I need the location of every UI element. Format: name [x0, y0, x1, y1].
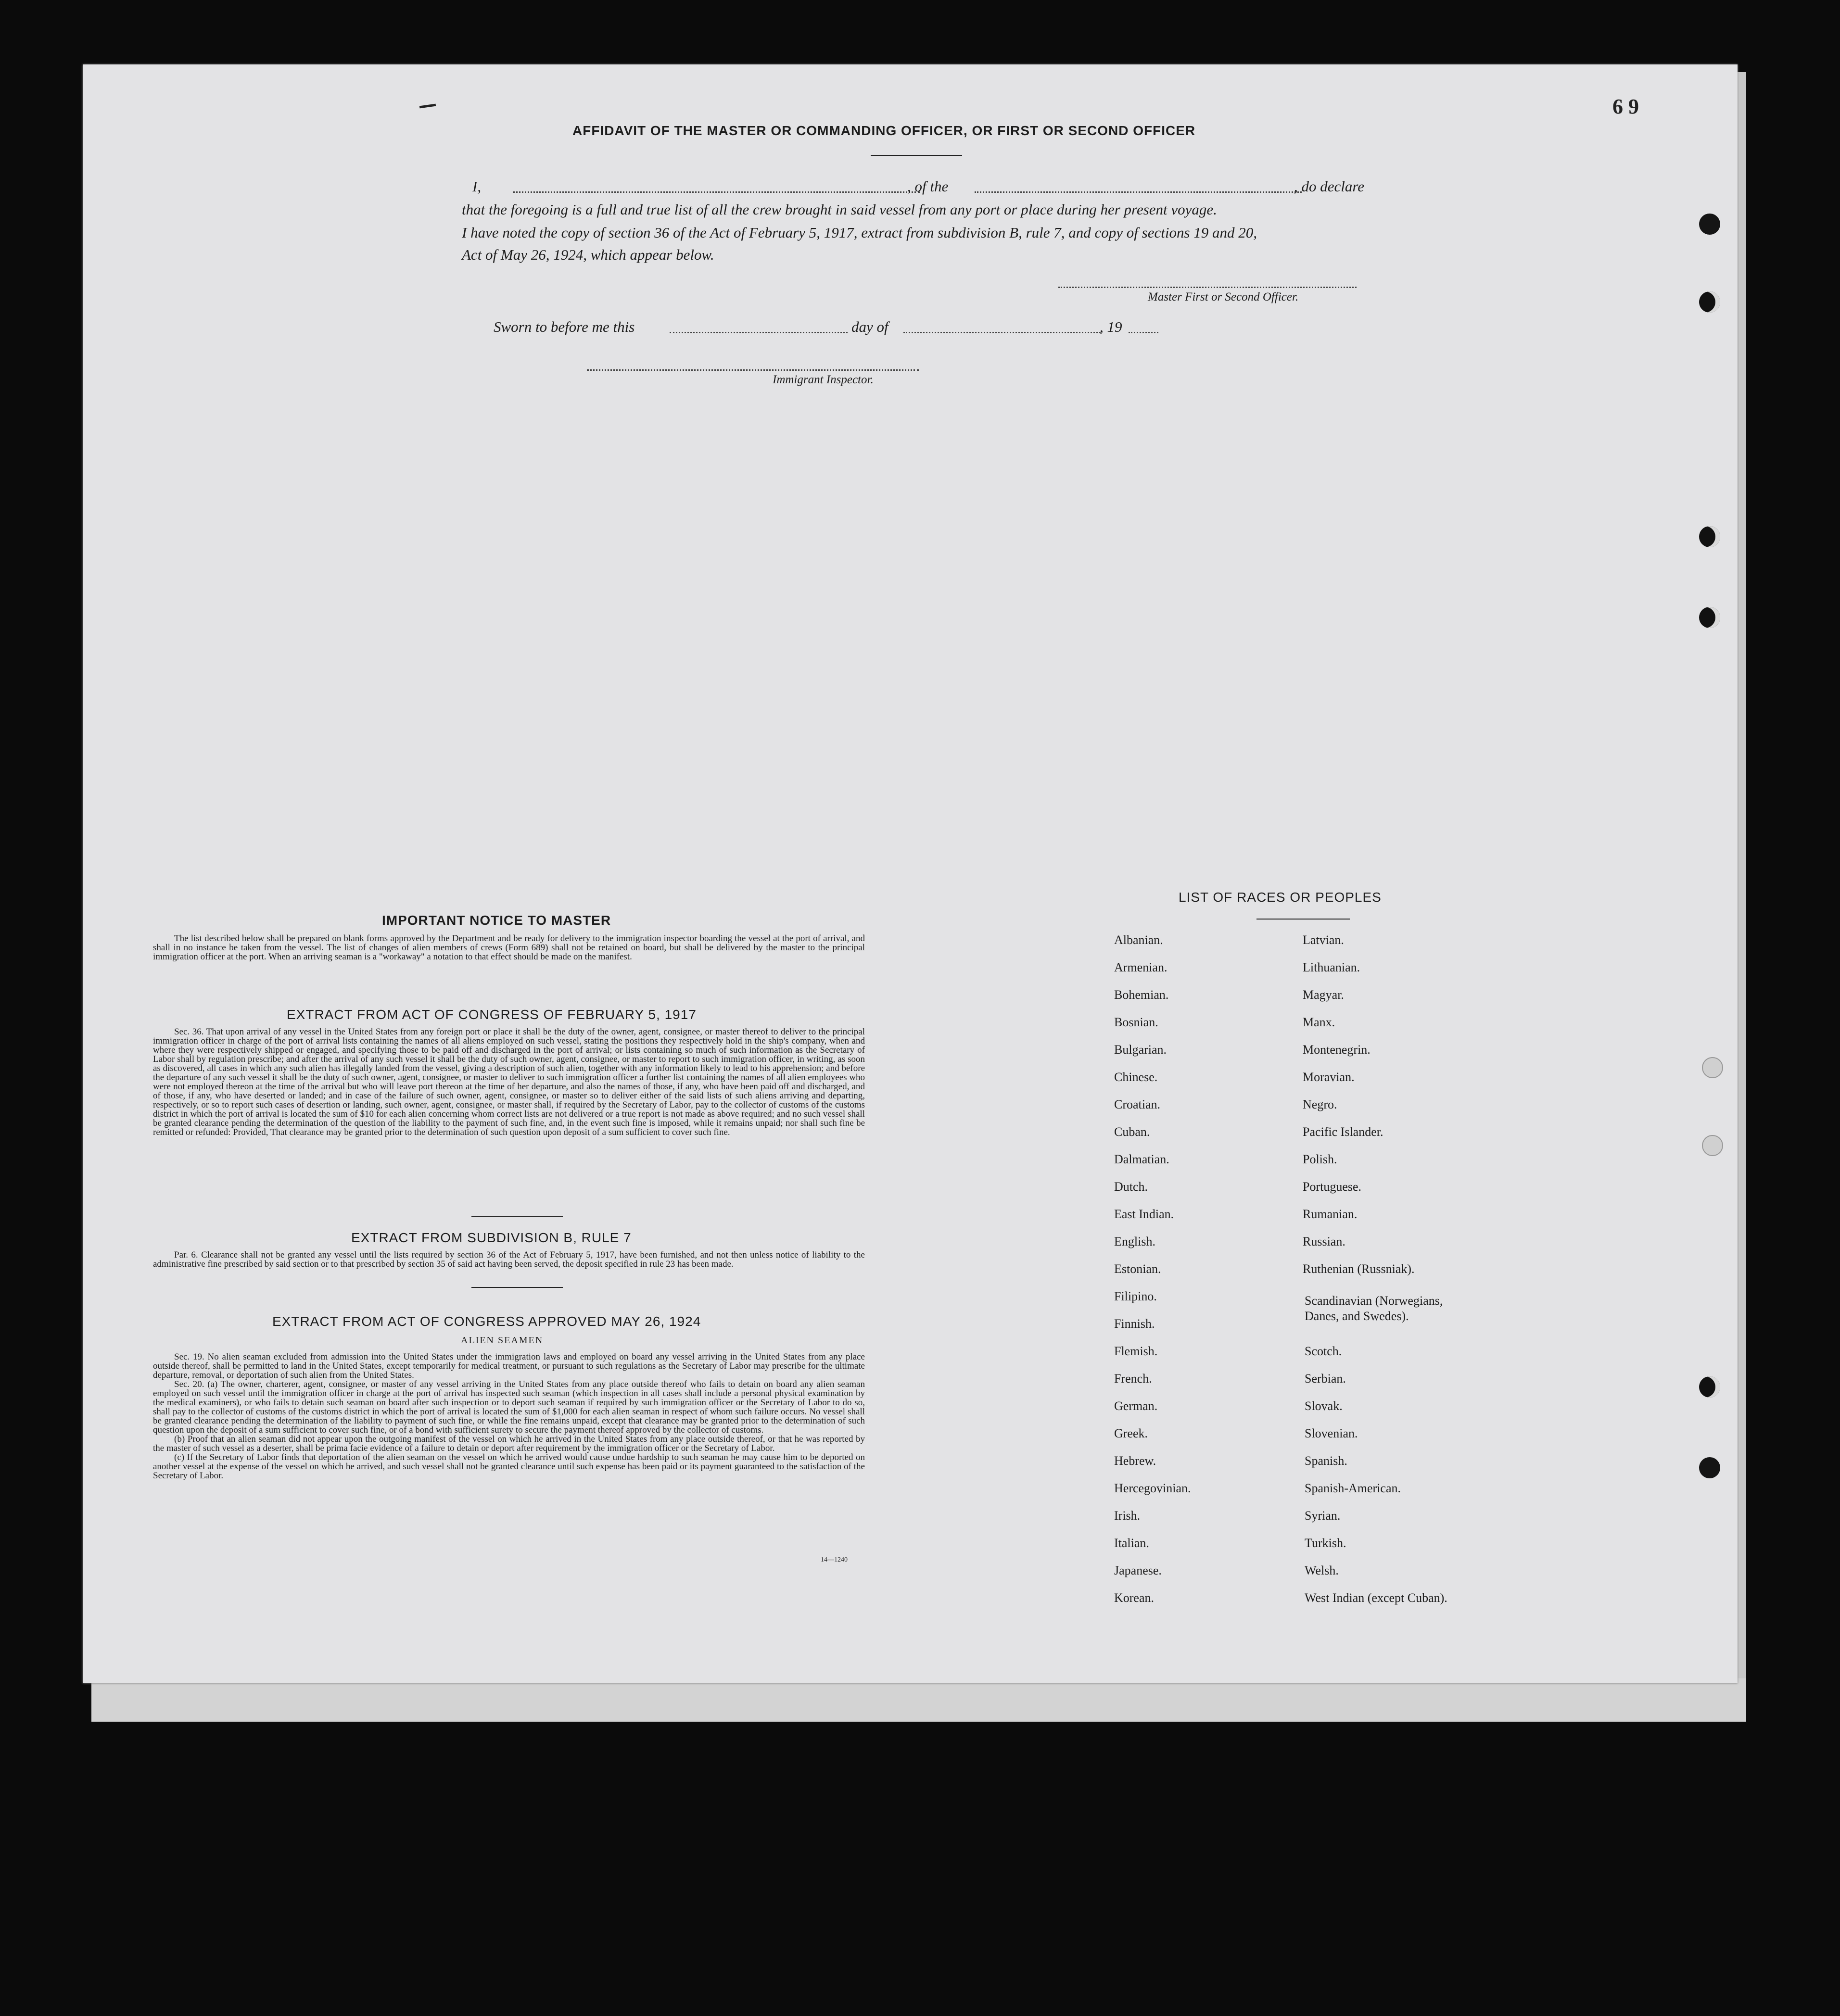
race-item: Russian. — [1303, 1235, 1345, 1248]
declaration-line-3: I have noted the copy of section 36 of the Act of February 5, 1917, extract from subdivision B, rule 7, and copy of sections 19 and 20, — [462, 224, 1257, 241]
sworn-month-line — [903, 332, 1101, 333]
alien-seamen-subtitle: ALIEN SEAMEN — [461, 1335, 544, 1346]
race-item: Croatian. — [1114, 1097, 1161, 1111]
subdivision-text: Par. 6. Clearance shall not be granted any vessel until the lists required by section 36 of the Act of February 5, 1917, have been furnished, and not then unless notice of liability to the administrative fine prescribed by said section or to that prescribed by section 35 of said act having been served, the deposit specified in rule 23 has been made. — [153, 1250, 865, 1269]
race-item: Manx. — [1303, 1015, 1335, 1029]
race-item: Negro. — [1303, 1097, 1337, 1111]
race-item: Serbian. — [1305, 1372, 1346, 1386]
section-19-text: Sec. 19. No alien seaman excluded from admission into the United States under the immigration laws and employed on board any vessel arriving in the United States from any place outside thereof, shall be permitted to land in the United States, except temporarily for medical treatment, or pursuant to such regulations as the Secretary of Labor may prescribe for the ultimate departure, removal, or deportation of such alien from the United States. — [153, 1352, 865, 1380]
race-item: Danes, and Swedes). — [1305, 1309, 1409, 1323]
punch-hole — [1699, 214, 1720, 235]
race-item: Filipino. — [1114, 1289, 1157, 1303]
notice-title: IMPORTANT NOTICE TO MASTER — [382, 913, 611, 928]
race-item: Turkish. — [1305, 1536, 1346, 1550]
section-20a-text: Sec. 20. (a) The owner, charterer, agent, consignee, or master of any vessel arriving in the United States from any place outside thereof who fails to detain on board any alien seaman employed on such vessel until the immigration officer in charge at the port of arrival has inspected such seaman (which inspection in all cases shall include a personal physical examination by the medical examiners), or who fails to detain such seaman on board after such inspection or to deport such seaman if required by such immigration officer or the Secretary of Labor to do so, shall pay to the collector of customs of the customs district in which the port of arrival is located the sum of $1,000 for each alien seaman in respect of whom such failure occurs. No vessel shall be granted clearance pending the determination of the liability to payment of such fine, or while the fine remains unpaid, except that clearance may be granted prior to the determination of such question upon the deposit of a sum sufficient to cover such fine, or of a bond with sufficient surety to secure the payment thereof approved by the collector of customs. — [153, 1379, 865, 1435]
page-edge-strip — [1738, 72, 1746, 1678]
sworn-day-of: day of — [851, 318, 888, 335]
race-item: Slovenian. — [1305, 1426, 1358, 1440]
subdivision-title: EXTRACT FROM SUBDIVISION B, RULE 7 — [351, 1230, 632, 1245]
punch-hole — [1699, 1457, 1720, 1478]
race-item: Armenian. — [1114, 960, 1167, 974]
race-item: Cuban. — [1114, 1125, 1150, 1139]
race-item: Greek. — [1114, 1426, 1148, 1440]
race-item: Syrian. — [1305, 1509, 1341, 1523]
inspector-caption: Immigrant Inspector. — [773, 373, 874, 386]
races-title-rule — [1256, 919, 1350, 920]
punch-hole — [1699, 526, 1720, 547]
extract-1924-title: EXTRACT FROM ACT OF CONGRESS APPROVED MAY 26, 1924 — [272, 1314, 701, 1329]
section-20b-text: (b) Proof that an alien seaman did not appear upon the outgoing manifest of the vessel on which he arrived in the United States from any place outside thereof, or that he was reported by the master of such vessel as a deserter, shall be prima facie evidence of a failure to detain or deport after requirement by the immigration officer or the Secretary of Labor. — [153, 1434, 865, 1453]
form-number: 14—1240 — [821, 1556, 848, 1563]
race-item: Moravian. — [1303, 1070, 1355, 1084]
race-item: French. — [1114, 1372, 1152, 1386]
race-item: Bulgarian. — [1114, 1043, 1167, 1057]
races-title: LIST OF RACES OR PEOPLES — [1179, 890, 1382, 905]
master-signature-line — [1058, 287, 1357, 288]
punch-hole — [1702, 1057, 1723, 1078]
sworn-prefix: Sworn to before me this — [494, 318, 635, 335]
race-item: Hebrew. — [1114, 1454, 1156, 1468]
race-item: Estonian. — [1114, 1262, 1161, 1276]
race-item: Dalmatian. — [1114, 1152, 1169, 1166]
declaration-line-2: that the foregoing is a full and true list of all the crew brought in said vessel from any port or place during her present voyage. — [462, 201, 1217, 218]
master-caption: Master First or Second Officer. — [1148, 290, 1299, 303]
sworn-day-line — [670, 332, 848, 333]
race-item: Korean. — [1114, 1591, 1155, 1605]
extract-1924-text — [153, 1352, 865, 1480]
name-field-line — [513, 191, 920, 193]
race-item: Flemish. — [1114, 1344, 1158, 1358]
page-number-mark: 6 9 — [1612, 95, 1639, 118]
notice-text: The list described below shall be prepared on blank forms approved by the Department and be ready for delivery to the immigration inspector boarding the vessel at the port of arrival, and shall in no instance be taken from the vessel. The list of changes of alien members of crews (Form 689) shall not be retained on board, but shall be delivered by the master to the principal immigration officer at the port. When an arriving seaman is a "workaway" a notation to that effect should be made on the manifest. — [153, 933, 865, 962]
extract-1917-text: Sec. 36. That upon arrival of any vessel in the United States from any foreign port or place it shall be the duty of the owner, agent, consignee, or master thereof to deliver to the principal immigration officer in charge of the port of arrival lists containing the names of all aliens employed on such vessel, stating the positions they respectively hold in the ship's company, when and where they were respectively shipped or engaged, and specifying those to be paid off and discharged in the port of arrival; or lists containing so much of such information as the Secretary of Labor shall by regulation prescribe; and after the arrival of any such vessel it shall be the duty of such owner, agent, consignee, or master to report to such immigration officer, in writing, as soon as discovered, all cases in which any such alien has illegally landed from the vessel, giving a description of such alien, together with any information likely to lead to his apprehension; and before the departure of any such vessel it shall be the duty of such owner, agent, consignee, or master to deliver to such immigration officer a further list containing the names of all alien employees who were not employed thereon at the time of the arrival but who will leave port thereon at the time of her departure, and also the names of those, if any, who have been paid off and discharged, and of those, if any, who have deserted or landed; and in case of the failure of such owner, agent, consignee, or master so to deliver either of the said lists of such aliens arriving and departing, respectively, or so to report such cases of desertion or landing, such owner, agent, consignee, or master shall, if required by the Secretary of Labor, pay to the collector of customs of the customs district in which the port of arrival is located the sum of $10 for each alien concerning whom correct lists are not delivered or a true report is not made as above required; and no such vessel shall be granted clearance pending the determination of the question of the liability to the payment of such fine, and, in the event such fine is imposed, while it remains unpaid; nor shall such fine be remitted or refunded: Provided, That clearance may be granted prior to the determination of such question upon deposit of a sum sufficient to cover such fine. — [153, 1027, 865, 1137]
declaration-of-the: , of the — [907, 178, 949, 195]
race-item: Montenegrin. — [1303, 1043, 1370, 1057]
affidavit-title: AFFIDAVIT OF THE MASTER OR COMMANDING OFFICER, OR FIRST OR SECOND OFFICER — [572, 123, 1196, 138]
race-item: Hercegovinian. — [1114, 1481, 1191, 1495]
punch-hole — [1699, 607, 1720, 628]
race-item: English. — [1114, 1235, 1155, 1248]
affidavit-title-rule — [871, 155, 962, 156]
race-item: Irish. — [1114, 1509, 1141, 1523]
race-item: Spanish-American. — [1305, 1481, 1401, 1495]
race-item: Albanian. — [1114, 933, 1163, 947]
race-item: Chinese. — [1114, 1070, 1158, 1084]
race-item: Pacific Islander. — [1303, 1125, 1383, 1139]
section-divider — [471, 1216, 563, 1217]
section-divider — [471, 1287, 563, 1288]
section-20c-text: (c) If the Secretary of Labor finds that deportation of the alien seaman on the vessel on which he arrived would cause undue hardship to such seaman he may cause him to be deported on another vessel at the expense of the vessel on which he arrived, and such vessel shall not be granted clearance until such expense has been paid or its payment guaranteed to the satisfaction of the Secretary of Labor. — [153, 1452, 865, 1481]
race-item: Latvian. — [1303, 933, 1344, 947]
race-item: Scandinavian (Norwegians, — [1305, 1294, 1443, 1308]
punch-hole — [1699, 1376, 1720, 1398]
declaration-prefix: I, — [472, 178, 482, 195]
race-item: Magyar. — [1303, 988, 1344, 1002]
race-item: Dutch. — [1114, 1180, 1148, 1194]
race-item: Ruthenian (Russniak). — [1303, 1262, 1415, 1276]
race-item: Bohemian. — [1114, 988, 1169, 1002]
race-item: Finnish. — [1114, 1317, 1155, 1331]
race-item: Bosnian. — [1114, 1015, 1158, 1029]
extract-1917-title: EXTRACT FROM ACT OF CONGRESS OF FEBRUARY 5, 1917 — [287, 1007, 697, 1022]
race-item: German. — [1114, 1399, 1158, 1413]
punch-hole — [1699, 291, 1720, 313]
vessel-field-line — [975, 191, 1302, 193]
race-item: Italian. — [1114, 1536, 1149, 1550]
sworn-year: , 19 — [1100, 318, 1122, 335]
race-item: West Indian (except Cuban). — [1305, 1591, 1447, 1605]
inspector-signature-line — [587, 369, 919, 371]
race-item: Scotch. — [1305, 1344, 1342, 1358]
declaration-suffix: , do declare — [1294, 178, 1365, 195]
race-item: Lithuanian. — [1303, 960, 1360, 974]
race-item: Japanese. — [1114, 1563, 1162, 1577]
race-item: East Indian. — [1114, 1207, 1174, 1221]
race-item: Portuguese. — [1303, 1180, 1362, 1194]
sworn-year-line — [1129, 332, 1158, 333]
race-item: Welsh. — [1305, 1563, 1339, 1577]
punch-hole — [1702, 1135, 1723, 1156]
race-item: Spanish. — [1305, 1454, 1347, 1468]
race-item: Rumanian. — [1303, 1207, 1358, 1221]
race-item: Polish. — [1303, 1152, 1337, 1166]
race-item: Slovak. — [1305, 1399, 1343, 1413]
declaration-line-4: Act of May 26, 1924, which appear below. — [462, 246, 714, 263]
